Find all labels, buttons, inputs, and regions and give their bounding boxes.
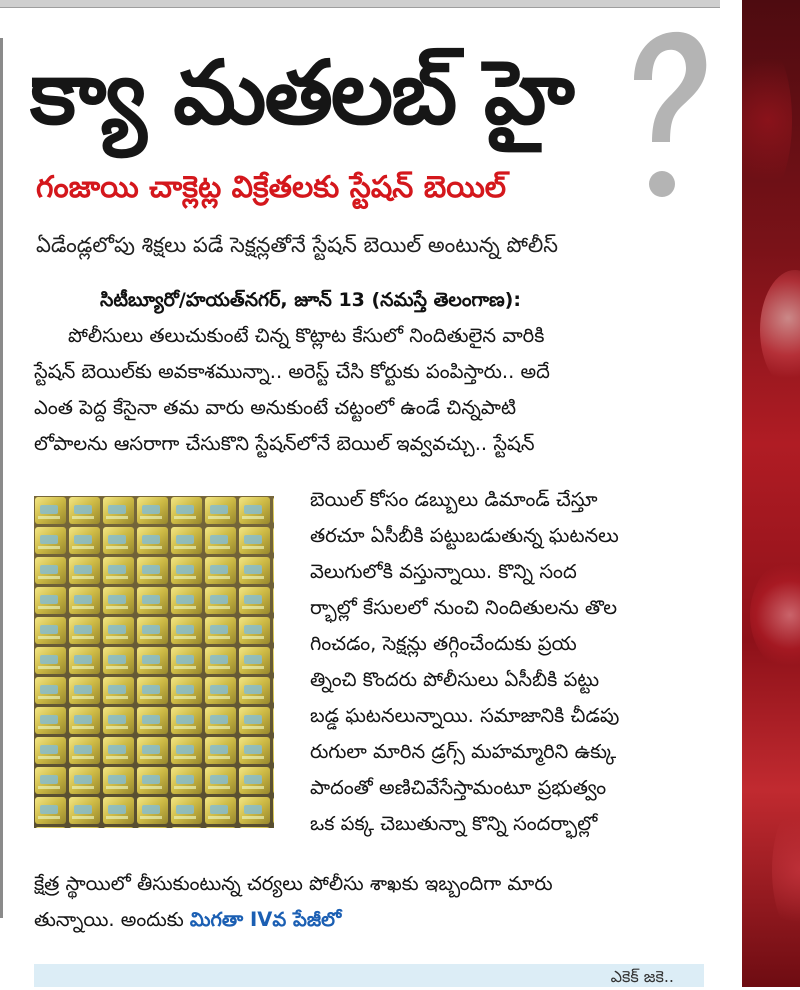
continued-on-page-link[interactable]: మిగతా IVవ పేజీలో bbox=[189, 908, 342, 931]
body-line: ర్భాల్లో కేసులలో నుంచి నిందితులను తొల bbox=[310, 596, 618, 619]
subheadline: గంజాయి చాక్లెట్ల విక్రేతలకు స్టేషన్ బెయిల్ bbox=[36, 170, 507, 205]
body-line: గించడం, సెక్షన్లు తగ్గించేందుకు ప్రయ bbox=[310, 632, 577, 655]
next-article-box bbox=[34, 964, 704, 987]
headline: క్యా మతలబ్ హై bbox=[30, 41, 573, 144]
body-line: రుగులా మారిన డ్రగ్స్ మహమ్మారిని ఉక్కు bbox=[310, 740, 617, 763]
deck: ఏడేండ్లలోపు శిక్షలు పడే సెక్షన్లతోనే స్టేషన్ బెయిల్ అంటున్న పోలీస్ bbox=[36, 233, 558, 257]
body-line-text: తున్నాయి. అందుకు bbox=[34, 908, 184, 931]
body-line: లోపాలను ఆసరాగా చేసుకొని స్టేషన్‌లోనే బెయిల్ ఇవ్వవచ్చు.. స్టేషన్ bbox=[34, 432, 535, 455]
red-flower-shape bbox=[760, 270, 800, 390]
body-line: త్నించి కొందరు పోలీసులు ఏసీబీకి పట్టు bbox=[310, 668, 600, 691]
body-last-line bbox=[34, 902, 341, 938]
body-line: క్షేత్ర స్థాయిలో తీసుకుంటున్న చర్యలు పోలీసు శాఖకు ఇబ్బందిగా మారు bbox=[34, 872, 553, 895]
left-column-rule bbox=[0, 38, 3, 918]
adjacent-red-image bbox=[742, 0, 800, 987]
red-flower-shape bbox=[772, 800, 800, 940]
body-line: స్టేషన్ బెయిల్‌కు అవకాశమున్నా.. అరెస్ట్ చేసి కోర్టుకు పంపిస్తారు.. అదే bbox=[34, 360, 550, 383]
dateline: సిటీబ్యూరో/హయత్‌నగర్, జూన్ 13 (నమస్తే తెలంగాణ): bbox=[100, 289, 521, 311]
body-line: ఎంత పెద్ద కేసైనా తమ వారు అనుకుంటే చట్టంలో ఉండే చిన్నపాటి bbox=[34, 396, 517, 419]
body-line: ఒక పక్క చెబుతున్నా కొన్ని సందర్భాల్లో bbox=[310, 812, 598, 835]
red-flower-shape bbox=[750, 560, 800, 670]
body-line: బెయిల్ కోసం డబ్బులు డిమాండ్ చేస్తూ bbox=[310, 488, 598, 511]
next-article-text: ఎకెక్ జకె.. bbox=[610, 967, 674, 986]
red-flower-shape bbox=[742, 40, 792, 200]
body-line: బడ్డ ఘటనలున్నాయి. సమాజానికి చీడపు bbox=[310, 704, 620, 727]
body-line: పాదంతో అణిచివేసేస్తామంటూ ప్రభుత్వం bbox=[310, 776, 607, 799]
top-rule bbox=[0, 0, 720, 8]
body-line: తరచూ ఏసీబీకి పట్టుబడుతున్న ఘటనలు bbox=[310, 524, 619, 547]
seized-ganja-chocolates-photo bbox=[34, 496, 274, 828]
body-line: పోలీసులు తలుచుకుంటే చిన్న కొట్లాట కేసులో నిందితులైన వారికి bbox=[68, 324, 545, 347]
body-line: వెలుగులోకి వస్తున్నాయి. కొన్ని సంద bbox=[310, 560, 577, 583]
